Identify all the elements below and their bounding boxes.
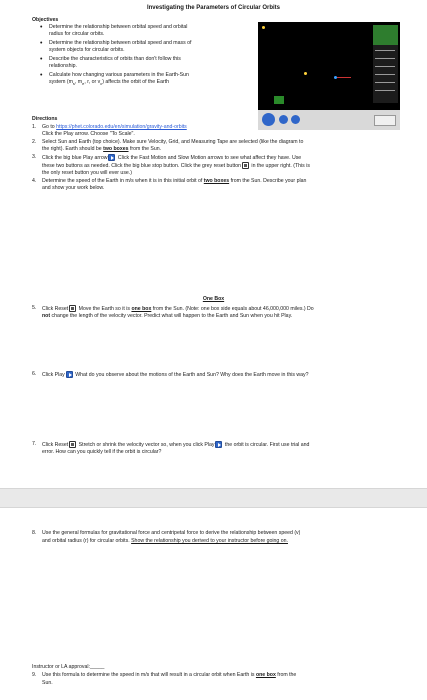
reset-icon xyxy=(69,305,76,312)
play-button xyxy=(262,113,275,126)
question-9-line-1: Use this formula to determine the speed in m/s that will result in a circular orbit when Earth is one box from the xyxy=(42,672,297,678)
direction-2-line-1: Select Sun and Earth (top choice). Make sure Velocity, Grid, and Measuring Tape are selected (like the diagram to xyxy=(42,139,304,145)
one-box-heading: One Box xyxy=(202,296,225,302)
playback-bar xyxy=(258,110,400,130)
play-icon xyxy=(66,371,73,378)
question-8-line-2: and orbital radius (r) for circular orbits. Show the relationship you derived to your instructor before going on. xyxy=(42,538,288,544)
question-7-line-2: error. How can you quickly tell if the orbit is circular? xyxy=(42,449,162,455)
question-5-line-1: Click Reset Move the Earth so it is one box from the Sun. (Note: one box side equals about 46,000,000 miles.) Do xyxy=(42,306,314,312)
objective-4-line-2: system ($m_s$, $m_e$, r, or $v_c$) affects the orbit of the Earth xyxy=(49,79,170,87)
question-6-number: 6. xyxy=(32,371,37,377)
step-button xyxy=(279,115,288,124)
reset-button xyxy=(374,115,396,126)
page-2 xyxy=(0,508,427,700)
direction-3-line-2: these two buttons as needed. Click the big blue stop button. Click the grey reset button in the upper right. (This is xyxy=(42,163,310,169)
question-5-line-2: not change the length of the velocity vector. Predict what will happen to the Earth and Sun when you hit Play. xyxy=(42,313,293,319)
objectives-heading: Objectives xyxy=(32,17,59,23)
direction-4-line-1: Determine the speed of the Earth in m/s when it is in this initial orbit of two boxes from the Sun. Describe your plan xyxy=(42,178,307,184)
objective-2-line-1: Determine the relationship between orbital speed and mass of xyxy=(49,40,192,46)
question-9-number: 9. xyxy=(32,672,37,678)
reset-icon xyxy=(242,162,249,169)
sun-icon xyxy=(262,26,265,29)
simulation-screenshot xyxy=(258,22,400,130)
bullet: • xyxy=(40,56,43,63)
divider xyxy=(375,82,395,83)
objective-1-line-1: Determine the relationship between orbital speed and orbital xyxy=(49,24,188,30)
direction-1-number: 1. xyxy=(32,124,37,130)
sun-icon xyxy=(304,72,307,75)
bullet: • xyxy=(40,72,43,79)
divider xyxy=(375,50,395,51)
reset-icon xyxy=(69,441,76,448)
question-7-number: 7. xyxy=(32,441,37,447)
scale-selector xyxy=(373,25,398,45)
question-5-number: 5. xyxy=(32,305,37,311)
doc-title: Investigating the Parameters of Circular Orbits xyxy=(146,5,281,11)
objective-3-line-1: Describe the characteristics of orbits than don't follow this xyxy=(49,56,181,62)
question-6-line-1: Click Play What do you observe about the motions of the Earth and Sun? Why does the Earth move in this way? xyxy=(42,372,309,378)
play-icon xyxy=(108,154,115,161)
question-8-number: 8. xyxy=(32,530,37,536)
direction-4-line-2: and show your work below. xyxy=(42,185,105,191)
direction-1-line-1: Go to https://phet.colorado.edu/en/simulation/gravity-and-orbits xyxy=(42,124,187,130)
rewind-button xyxy=(291,115,300,124)
objective-2-line-2: system objects for circular orbits. xyxy=(49,47,125,53)
divider xyxy=(375,90,395,91)
phet-link[interactable]: https://phet.colorado.edu/en/simulation/gravity-and-orbits xyxy=(56,124,187,130)
direction-3-line-3: the only reset button you will ever use.) xyxy=(42,170,132,176)
measuring-tape-icon xyxy=(274,96,284,104)
bullet: • xyxy=(40,40,43,47)
divider xyxy=(375,66,395,67)
direction-2-number: 2. xyxy=(32,139,37,145)
objective-3-line-2: relationship. xyxy=(49,63,77,69)
question-9-line-2: Sun. xyxy=(42,680,53,686)
page-separator xyxy=(0,488,427,508)
divider xyxy=(375,74,395,75)
direction-3-number: 3. xyxy=(32,154,37,160)
divider xyxy=(375,58,395,59)
velocity-vector xyxy=(337,77,351,78)
objective-4-line-1: Calculate how changing various parameters in the Earth-Sun xyxy=(49,72,189,78)
bullet: • xyxy=(40,24,43,31)
directions-heading: Directions xyxy=(32,116,58,122)
question-8-line-1: Use the general formulas for gravitational force and centripetal force to derive the relationship between speed (v) xyxy=(42,530,301,536)
direction-1-line-2: Click the Play arrow. Choose "To Scale". xyxy=(42,131,135,137)
instructor-approval: Instructor or LA approval:_____ xyxy=(32,664,105,670)
objective-1-line-2: radius for circular orbits. xyxy=(49,31,105,37)
play-icon xyxy=(215,441,222,448)
direction-3-line-1: Click the big blue Play arrow Click the Fast Motion and Slow Motion arrows to see what affect they have. Use xyxy=(42,155,302,161)
direction-2-line-2: the right). Earth should be two boxes from the Sun. xyxy=(42,146,162,152)
question-7-line-1: Click Reset Stretch or shrink the velocity vector so, when you click Play the orbit is circular. First use trial and xyxy=(42,442,310,448)
direction-4-number: 4. xyxy=(32,178,37,184)
